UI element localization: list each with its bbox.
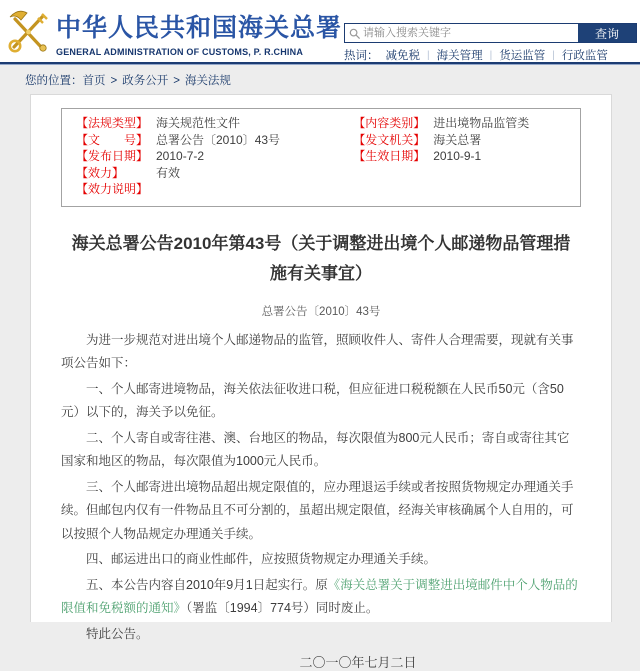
hotword-link[interactable]: 海关管理 — [436, 50, 483, 62]
meta-row — [76, 165, 353, 182]
search-button[interactable]: 查询 — [578, 24, 636, 42]
article-title: 海关总署公告2010年第43号（关于调整进出境个人邮递物品管理措施有关事宜） — [71, 233, 571, 284]
meta-row — [76, 148, 353, 165]
customs-emblem-logo — [5, 6, 52, 56]
meta-label: 【内容类别】 — [353, 116, 426, 130]
meta-label: 【文 号】 — [76, 132, 149, 147]
article-paragraph — [61, 548, 581, 572]
meta-row — [353, 148, 580, 165]
hotword-link[interactable]: 货运监管 — [499, 50, 546, 62]
meta-label: 【发布日期】 — [76, 149, 149, 163]
meta-value: 进出境物品监管类 — [433, 116, 530, 130]
meta-row — [76, 132, 353, 149]
hotword-link[interactable]: 行政监管 — [561, 50, 608, 62]
site-title-chinese: 中华人民共和国海关总署 — [56, 14, 343, 42]
meta-label: 【效力说明】 — [76, 182, 149, 196]
hotwords-links — [386, 47, 608, 63]
article-paragraph — [61, 476, 581, 547]
paragraph-text: （署监〔1994〕774号）同时废止。 — [186, 601, 379, 616]
article-paragraph — [61, 574, 581, 621]
breadcrumb-separator: > — [110, 75, 118, 87]
paragraph-text: 五、本公告内容自2010年9月1日起实行。原 — [86, 577, 328, 592]
search-area — [344, 23, 637, 63]
article-paragraph — [61, 427, 581, 474]
site-title-block — [56, 8, 342, 57]
hotwords-row — [344, 47, 637, 63]
paragraph-text: 二、个人寄自或寄往港、澳、台地区的物品，每次限值为800元人民币；寄自或寄往其它国家和地区的物品，每次限值为1000元人民币。 — [61, 430, 570, 469]
search-input[interactable] — [345, 24, 578, 42]
paragraph-text: 特此公告。 — [86, 626, 149, 641]
customs-emblem-icon — [5, 6, 52, 56]
paragraph-text: 一、个人邮寄进境物品，海关依法征收进口税，但应征进口税税额在人民币50元（含50元）以下的，海关予以免征。 — [61, 381, 564, 420]
meta-label: 【效力】 — [76, 165, 125, 180]
referenced-document-link[interactable]: 《海关总署关于调整进出境邮件中个人物品的限值和免税额的通知》 — [61, 577, 578, 616]
breadcrumb-links — [83, 75, 231, 87]
meta-row — [353, 115, 580, 132]
meta-label: 【发文机关】 — [353, 132, 426, 147]
content-panel — [30, 94, 612, 671]
breadcrumb-link[interactable]: 政务公开 — [122, 75, 169, 87]
paragraph-text: 三、个人邮寄进出境物品超出规定限值的，应办理退运手续或者按照货物规定办理通关手续。但邮包内仅有一件物品且不可分割的，虽超出规定限值，经海关审核确属个人自用的，可以按照个人物品规定办理通关手续。 — [61, 479, 574, 541]
regulation-meta-box — [61, 108, 581, 207]
article-subtitle: 总署公告〔2010〕43号 — [261, 305, 381, 318]
hotword-separator: | — [489, 49, 493, 61]
breadcrumb-link[interactable]: 海关法规 — [184, 75, 231, 87]
search-icon — [349, 28, 361, 40]
paragraph-text: 为进一步规范对进出境个人邮递物品的监管，照顾收件人、寄件人合理需要，现就有关事项公告如下： — [61, 332, 574, 371]
article-paragraph — [61, 329, 581, 376]
hotword-separator: | — [427, 49, 430, 61]
article-paragraph — [61, 623, 581, 647]
meta-row — [76, 181, 353, 198]
meta-value: 有效 — [156, 165, 181, 180]
search-bar — [344, 23, 637, 43]
meta-row — [353, 132, 580, 149]
paragraph-text: 四、邮运进出口的商业性邮件，应按照货物规定办理通关手续。 — [86, 552, 437, 567]
breadcrumb — [0, 65, 640, 94]
meta-value: 海关规范性文件 — [156, 116, 241, 130]
meta-value: 总署公告〔2010〕43号 — [156, 132, 281, 147]
article-body — [61, 329, 581, 647]
meta-column-right — [353, 115, 580, 198]
breadcrumb-separator: > — [173, 75, 180, 87]
meta-value: 2010-9-1 — [433, 149, 482, 163]
meta-row — [76, 115, 353, 132]
site-title-english: GENERAL ADMINISTRATION OF CUSTOMS, P. R.CHINA — [56, 47, 304, 57]
article-date: 二〇一〇年七月二日 — [299, 655, 417, 671]
meta-label: 【生效日期】 — [353, 149, 426, 163]
hotword-separator: | — [552, 49, 555, 61]
breadcrumb-link[interactable]: 首页 — [82, 75, 106, 87]
article-paragraph — [61, 378, 581, 425]
meta-label: 【法规类型】 — [76, 116, 149, 130]
meta-column-left — [76, 115, 353, 198]
hotwords-label: 热词： — [344, 50, 379, 62]
hotword-link[interactable]: 减免税 — [385, 50, 420, 62]
meta-value: 海关总署 — [433, 132, 482, 147]
site-header — [0, 0, 640, 62]
meta-value: 2010-7-2 — [156, 149, 205, 163]
breadcrumb-label: 您的位置： — [25, 75, 83, 87]
